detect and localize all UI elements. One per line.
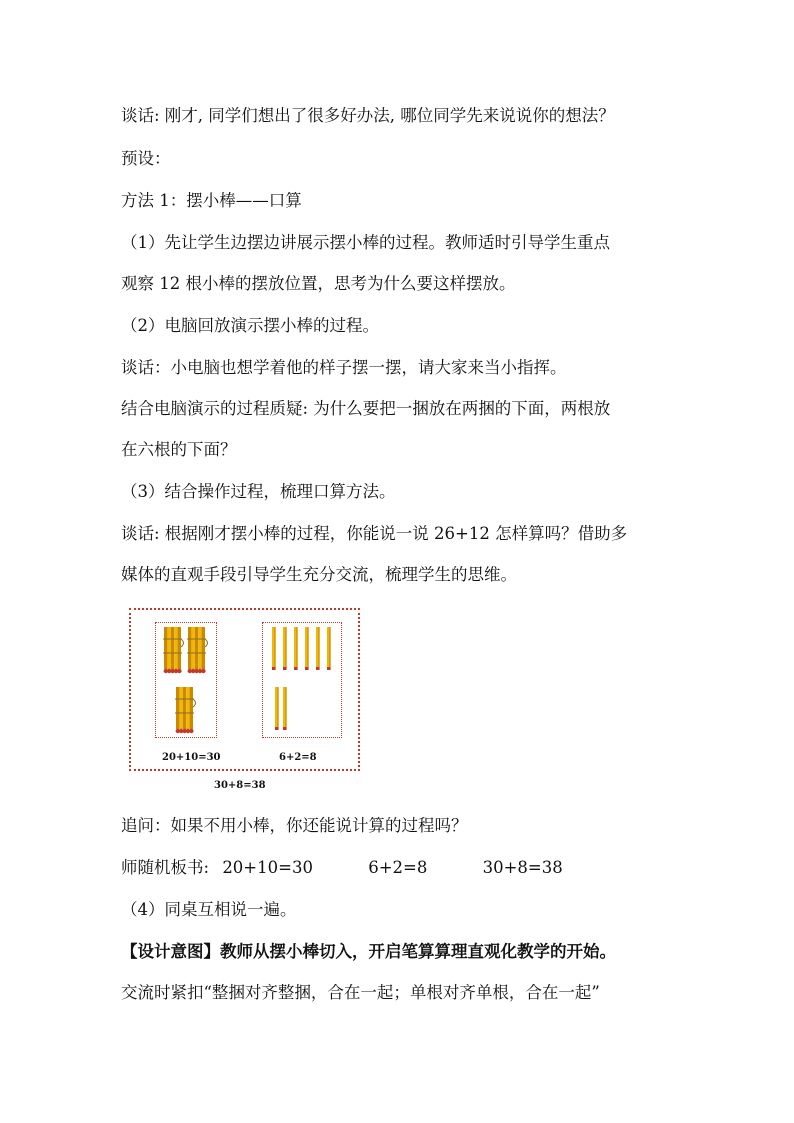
paragraph: 结合电脑演示的过程质疑: 为什么要把一捆放在两捆的下面，两根放 bbox=[121, 399, 611, 418]
single-stick bbox=[272, 627, 276, 670]
design-intent-line-1: 【设计意图】教师从摆小棒切入，开启笔算算理直观化教学的开始。 bbox=[121, 942, 616, 961]
single-stick bbox=[316, 627, 320, 670]
followup-question: 追问：如果不用小棒，你还能说计算的过程吗？ bbox=[121, 816, 468, 835]
board-eq2: 6+2=8 bbox=[368, 858, 428, 877]
singles-drawing bbox=[263, 623, 341, 737]
single-stick bbox=[283, 687, 287, 730]
stick-bundle bbox=[175, 687, 196, 733]
singles-box bbox=[262, 622, 342, 738]
right-equation: 6+2=8 bbox=[279, 752, 317, 763]
paragraph: （1）先让学生边摆边讲展示摆小棒的过程。教师适时引导学生重点 bbox=[121, 233, 610, 252]
board-eq1: 20+10=30 bbox=[222, 858, 313, 877]
board-eq3: 30+8=38 bbox=[482, 858, 563, 877]
paragraph: 预设： bbox=[121, 149, 171, 168]
sticks-figure bbox=[129, 608, 360, 771]
paragraph: 谈话: 刚才, 同学们想出了很多好办法, 哪位同学先来说说你的想法？ bbox=[121, 106, 615, 125]
paragraph: 谈话：小电脑也想学着他的样子摆一摆，请大家来当小指挥。 bbox=[121, 358, 567, 377]
single-stick bbox=[305, 627, 309, 670]
bottom-equation: 30+8=38 bbox=[214, 780, 266, 791]
stick-bundle bbox=[163, 627, 184, 673]
step-4: （4）同桌互相说一遍。 bbox=[121, 900, 297, 919]
board-writing bbox=[121, 856, 563, 880]
paragraph: 观察 12 根小棒的摆放位置，思考为什么要这样摆放。 bbox=[121, 274, 516, 293]
paragraph: （3）结合操作过程，梳理口算方法。 bbox=[121, 482, 396, 501]
design-intent-line-2: 交流时紧扣“整捆对齐整捆，合在一起；单根对齐单根，合在一起” bbox=[121, 983, 600, 1002]
board-label: 师随机板书: bbox=[121, 858, 210, 877]
single-stick bbox=[327, 627, 331, 670]
bundles-drawing bbox=[156, 623, 216, 737]
stick-bundle bbox=[187, 627, 208, 673]
paragraph: 谈话: 根据刚才摆小棒的过程，你能说一说 26+12 怎样算吗？借助多 bbox=[121, 524, 628, 543]
paragraph: （2）电脑回放演示摆小棒的过程。 bbox=[121, 316, 379, 335]
paragraph: 媒体的直观手段引导学生充分交流，梳理学生的思维。 bbox=[121, 565, 517, 584]
single-stick bbox=[294, 627, 298, 670]
paragraph: 在六根的下面？ bbox=[121, 440, 237, 459]
single-stick bbox=[283, 627, 287, 670]
paragraph: 方法 1：摆小棒——口算 bbox=[121, 191, 302, 210]
left-equation: 20+10=30 bbox=[162, 752, 221, 763]
single-stick bbox=[275, 687, 279, 730]
bundles-box bbox=[155, 622, 217, 738]
